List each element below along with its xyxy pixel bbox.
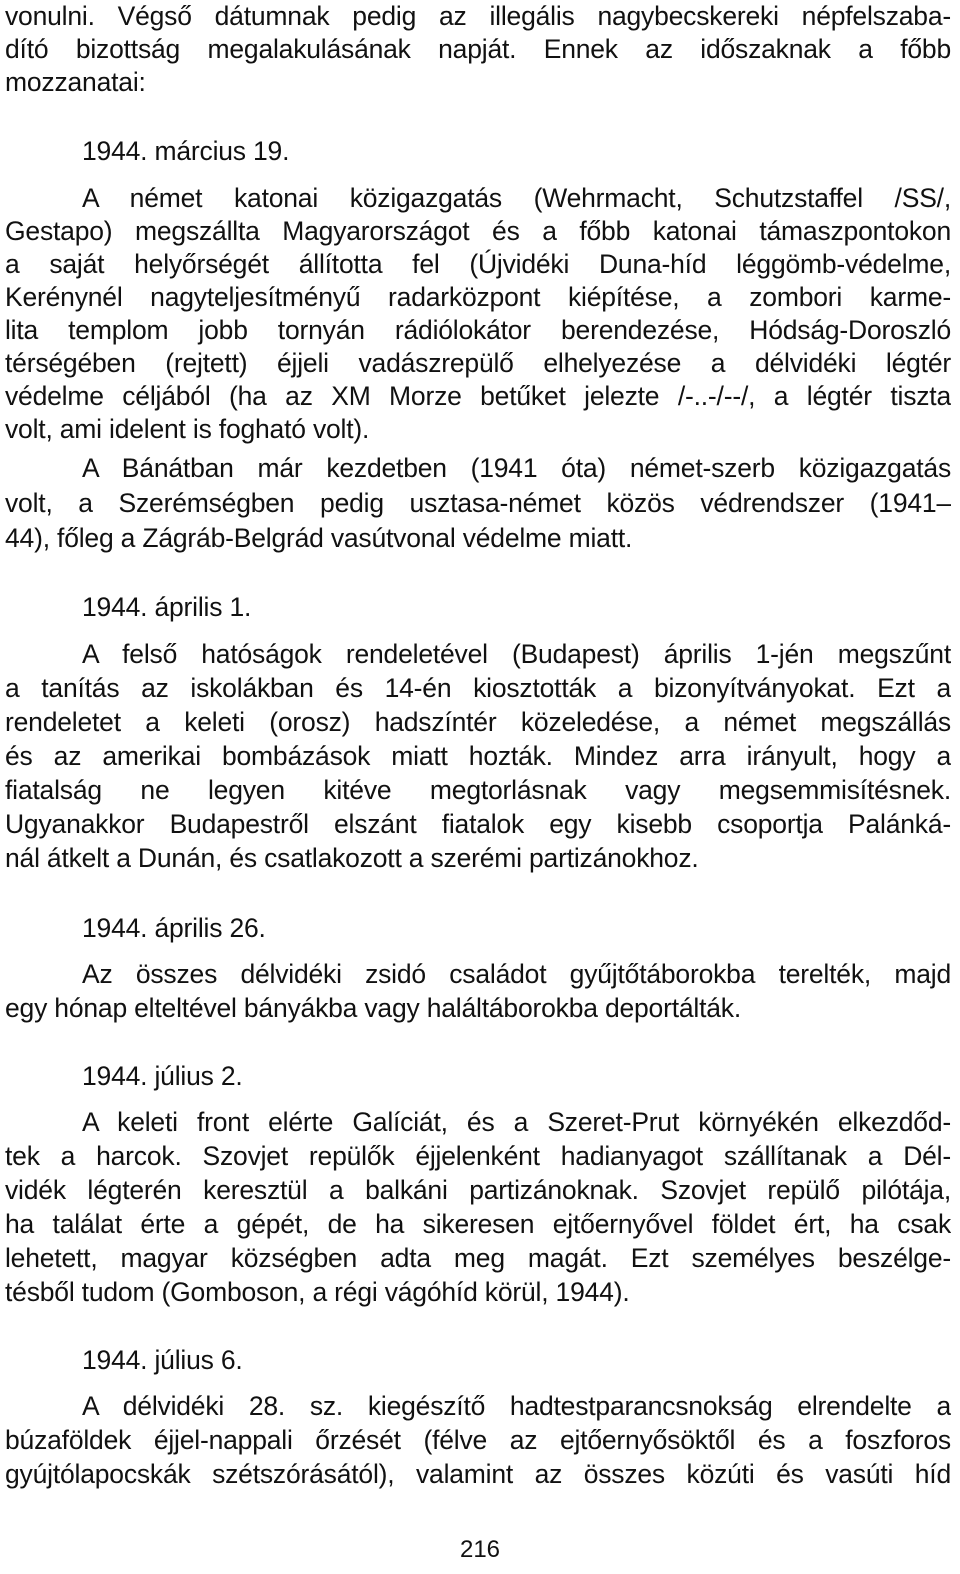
paragraph-line: tek a harcok. Szovjet repülők éjjelenként hadianyagot szállítanak a Dél-: [5, 1141, 951, 1171]
paragraph-line: lehetett, magyar községben adta meg magát. Ezt személyes beszélge-: [5, 1243, 951, 1273]
paragraph-line: 44), főleg a Zágráb-Belgrád vasútvonal védelme miatt.: [5, 523, 633, 553]
entry-date: 1944. március 19.: [82, 136, 290, 166]
paragraph-line: rendeletet a keleti (orosz) hadszíntér közeledése, a német megszállás: [5, 707, 951, 737]
paragraph-line: A felső hatóságok rendeletével (Budapest) április 1-jén megszűnt: [82, 639, 951, 669]
paragraph-line: A keleti front elérte Galíciát, és a Szeret-Prut környékén elkezdőd-: [82, 1107, 951, 1137]
paragraph-line: nál átkelt a Dunán, és csatlakozott a szerémi partizánokhoz.: [5, 843, 699, 873]
entry-date: 1944. július 2.: [82, 1061, 243, 1091]
intro-line: mozzanatai:: [5, 67, 146, 97]
paragraph-line: volt, a Szerémségben pedig usztasa-német közös védrendszer (1941–: [5, 488, 951, 518]
paragraph-line: volt, ami idelent is fogható volt).: [5, 414, 370, 444]
paragraph-line: térségében (rejtett) éjjeli vadászrepülő elhelyezése a délvidéki légtér: [5, 348, 951, 378]
paragraph-line: vidék légterén keresztül a balkáni partizánoknak. Szovjet repülő pilótája,: [5, 1175, 951, 1205]
paragraph-line: fiatalság ne legyen kitéve megtorlásnak vagy megsemmisítésnek.: [5, 775, 951, 805]
entry-date: 1944. április 26.: [82, 913, 266, 943]
paragraph-line: tésből tudom (Gomboson, a régi vágóhíd körül, 1944).: [5, 1277, 630, 1307]
paragraph-line: A német katonai közigazgatás (Wehrmacht, Schutzstaffel /SS/,: [82, 183, 951, 213]
paragraph-line: búzaföldek éjjel-nappali őrzését (félve az ejtőernyősöktől és a foszforos: [5, 1425, 951, 1455]
paragraph-line: Kerénynél nagyteljesítményű radarközpont kiépítése, a zombori karme-: [5, 282, 951, 312]
paragraph-line: Gestapo) megszállta Magyarországot és a főbb katonai támaszpontokon: [5, 216, 951, 246]
paragraph-line: lita templom jobb tornyán rádiólokátor berendezése, Hódság-Doroszló: [5, 315, 951, 345]
paragraph-line: ha találat érte a gépét, de ha sikeresen ejtőernyővel földet ért, ha csak: [5, 1209, 951, 1239]
paragraph-line: Az összes délvidéki zsidó családot gyűjtőtáborokba terelték, majd: [82, 959, 951, 989]
paragraph-line: A délvidéki 28. sz. kiegészítő hadtestparancsnokság elrendelte a: [82, 1391, 951, 1421]
paragraph-line: védelme céljából (ha az XM Morze betűket jelezte /-..-/--/, a légtér tiszta: [5, 381, 951, 411]
paragraph-line: és az amerikai bombázások miatt hozták. Mindez arra irányult, hogy a: [5, 741, 951, 771]
intro-line: dító bizottság megalakulásának napját. Ennek az időszaknak a főbb: [5, 34, 951, 64]
intro-line: vonulni. Végső dátumnak pedig az illegális nagybecskereki népfelszaba-: [5, 1, 951, 31]
paragraph-line: a saját helyőrségét állította fel (Újvidéki Duna-híd léggömb-védelme,: [5, 249, 951, 279]
paragraph-line: A Bánátban már kezdetben (1941 óta) német-szerb közigazgatás: [82, 453, 951, 483]
paragraph-line: a tanítás az iskolákban és 14-én kiosztották a bizonyítványokat. Ezt a: [5, 673, 951, 703]
paragraph-line: egy hónap elteltével bányákba vagy haláltáborokba deportálták.: [5, 993, 742, 1023]
paragraph-line: Ugyanakkor Budapestről elszánt fiatalok egy kisebb csoportja Palánká-: [5, 809, 951, 839]
entry-date: 1944. július 6.: [82, 1345, 243, 1375]
entry-date: 1944. április 1.: [82, 592, 252, 622]
page-number: 216: [459, 1536, 501, 1563]
paragraph-line: gyújtólapocskák szétszórásától), valamint az összes közúti és vasúti híd: [5, 1459, 951, 1489]
